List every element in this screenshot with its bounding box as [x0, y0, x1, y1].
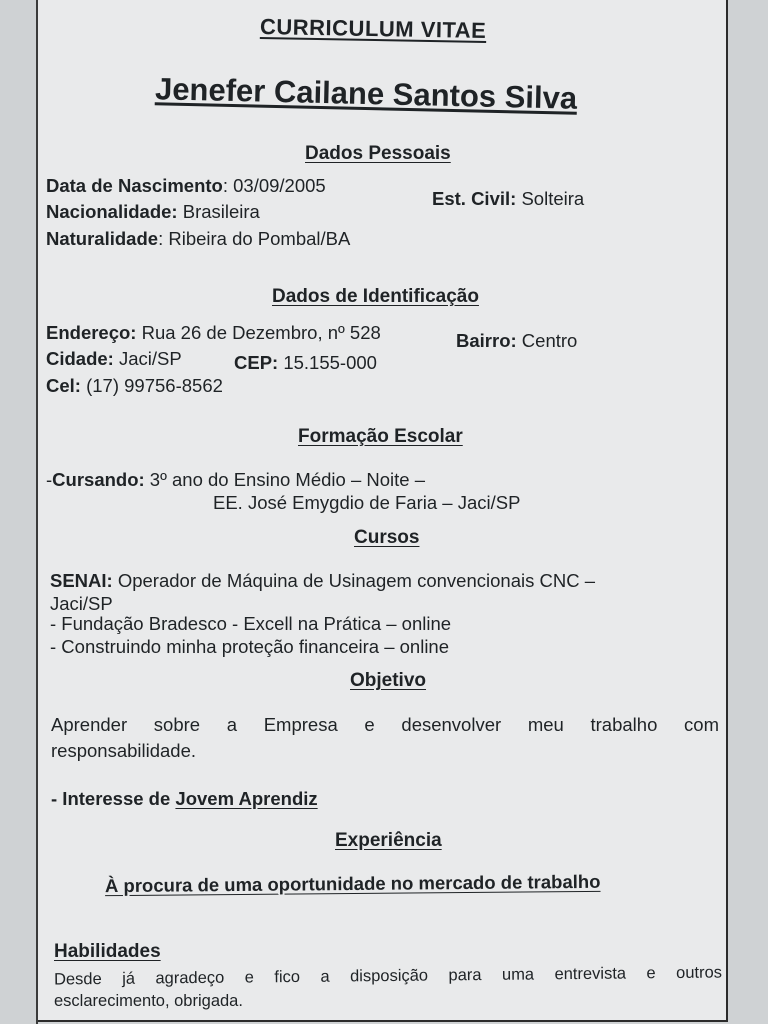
nationality-label: Nacionalidade: — [46, 201, 178, 222]
phone-line — [46, 375, 223, 397]
section-heading-dados-pessoais: Dados Pessoais — [305, 143, 451, 164]
phone-value: (17) 99756-8562 — [80, 375, 223, 396]
civil-status-line — [432, 188, 584, 210]
city-value: Jaci/SP — [113, 348, 182, 369]
education-label: Cursando: — [52, 469, 145, 490]
city-label: Cidade: — [46, 348, 114, 369]
zip-label: CEP: — [234, 352, 279, 373]
cv-title: CURRICULUM VITAE — [259, 14, 487, 43]
section-heading-habilidades: Habilidades — [54, 941, 161, 962]
skills-text-line-2: esclarecimento, obrigada. — [54, 992, 243, 1010]
course-item-1: - Fundação Bradesco - Excell na Prática – online — [50, 613, 452, 634]
address-label: Endereço: — [46, 322, 137, 343]
address-line — [46, 322, 381, 344]
birth-date-label: Data de Nascimento — [46, 175, 223, 196]
neighborhood-value: Centro — [516, 330, 578, 351]
birthplace-label: Naturalidade — [46, 228, 159, 249]
objective-text-line-1: Aprender sobre a Empresa e desenvolver meu trabalho com — [51, 714, 719, 735]
education-prefix: - — [46, 469, 53, 490]
birth-date-line — [46, 175, 326, 197]
education-line-2: EE. José Emygdio de Faria – Jaci/SP — [213, 492, 521, 513]
section-heading-experiencia: Experiência — [335, 830, 442, 851]
education-value: 3º ano do Ensino Médio – Noite – — [144, 469, 425, 490]
civil-status-label: Est. Civil: — [432, 188, 517, 209]
section-heading-objetivo: Objetivo — [350, 670, 427, 691]
city-line — [46, 348, 182, 370]
interest-value: Jovem Aprendiz — [175, 788, 318, 809]
interest-label: - Interesse de — [51, 788, 176, 809]
nationality-value: Brasileira — [177, 201, 260, 222]
phone-label: Cel: — [46, 375, 81, 396]
course-senai-label: SENAI: — [50, 570, 113, 591]
course-item-2: - Construindo minha proteção financeira – online — [50, 636, 450, 657]
objective-text-line-2: responsabilidade. — [51, 740, 197, 761]
course-senai-continuation: Jaci/SP — [50, 593, 113, 614]
education-line-1 — [46, 469, 425, 491]
experience-text: À procura de uma oportunidade no mercado de trabalho — [104, 870, 601, 897]
section-heading-cursos: Cursos — [354, 527, 420, 548]
birthplace-line — [46, 228, 350, 250]
zip-line — [234, 352, 377, 374]
civil-status-value: Solteira — [516, 188, 585, 209]
section-heading-identificacao: Dados de Identificação — [272, 286, 479, 307]
candidate-name: Jenefer Cailane Santos Silva — [154, 71, 578, 116]
skills-text-line-1: Desde já agradeço e fico a disposição para uma entrevista e outros — [53, 963, 723, 989]
nationality-line — [46, 201, 260, 223]
neighborhood-line — [456, 330, 577, 352]
birth-date-value: : 03/09/2005 — [222, 175, 326, 196]
course-senai-line — [50, 570, 595, 592]
address-value: Rua 26 de Dezembro, nº 528 — [136, 322, 381, 343]
zip-value: 15.155-000 — [278, 352, 377, 373]
neighborhood-label: Bairro: — [456, 330, 517, 351]
section-heading-formacao: Formação Escolar — [298, 426, 463, 447]
interest-line — [51, 788, 318, 810]
course-senai-value: Operador de Máquina de Usinagem convencionais CNC – — [112, 570, 595, 591]
birthplace-value: : Ribeira do Pombal/BA — [158, 228, 351, 249]
